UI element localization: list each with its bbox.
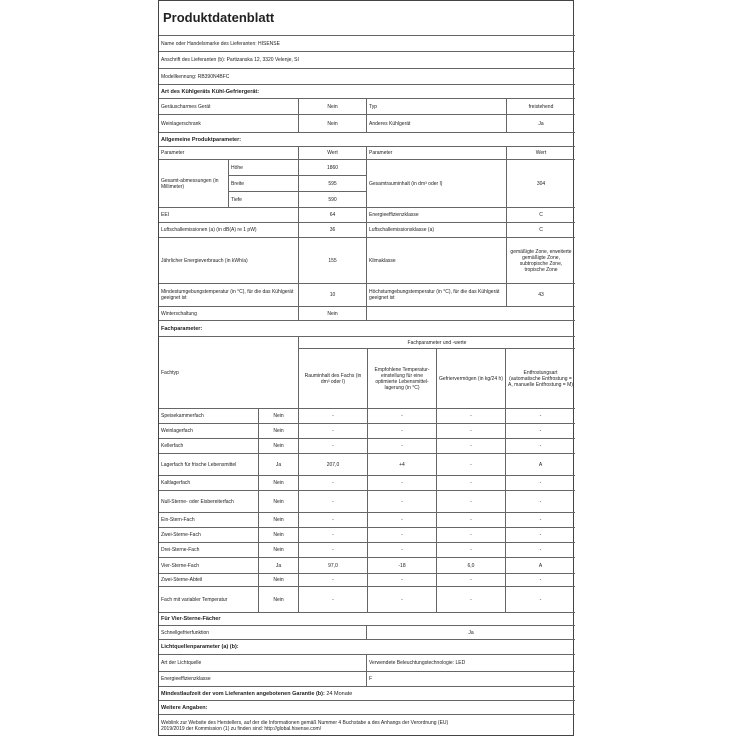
additional-text-row (159, 715, 575, 736)
compartment-present: Nein (259, 424, 299, 438)
light-class-row (159, 672, 575, 687)
compartment-defrost: A (538, 461, 543, 468)
consumption-label: Jährlicher Energieverbrauch (in kWh/a) (159, 238, 299, 283)
height-label: Höhe (229, 160, 299, 176)
energy-class-value: C (539, 212, 543, 218)
light-type-row (159, 655, 575, 672)
compartment-volume: - (299, 543, 368, 557)
page-title: Produktdatenblatt (163, 10, 275, 25)
compartment-temp: - (368, 587, 437, 612)
compartment-freeze: - (437, 574, 506, 586)
compartments-header-row (159, 337, 575, 409)
compartment-freeze: - (437, 454, 506, 475)
wine-label: Weinlagerschrank (159, 115, 299, 132)
warranty-row (159, 687, 575, 701)
compartment-volume: 207,0 (299, 454, 368, 475)
wine-row (159, 115, 575, 133)
compartment-row (159, 491, 575, 513)
light-heading: Lichtquellenparameter (a) (b): (161, 644, 239, 650)
compartment-present: Nein (259, 587, 299, 612)
compartment-row (159, 558, 575, 574)
compartments-heading-row (159, 321, 575, 337)
compartment-defrost: - (539, 413, 542, 419)
fast-freeze-value: Ja (468, 629, 474, 636)
winter-row (159, 307, 575, 321)
compartment-group-header: Fachparameter und -werte (299, 337, 575, 349)
dimensions-block (159, 160, 575, 208)
dimensions-subgrid (229, 160, 367, 208)
compartment-volume: - (299, 439, 368, 453)
compartment-temp: +4 (368, 454, 437, 475)
compartment-present: Nein (259, 543, 299, 557)
compartment-row (159, 454, 575, 476)
compartment-defrost: - (539, 517, 542, 523)
compartment-present: Nein (259, 491, 299, 512)
compartment-present: Nein (259, 513, 299, 527)
compartment-present: Ja (259, 454, 299, 475)
additional-heading-row (159, 701, 575, 715)
fast-freeze-label: Schnellgefrierfunktion (159, 626, 367, 639)
dimensions-label: Gesamt-abmessungen (in Millimeter) (159, 160, 229, 207)
compartment-temp: - (368, 574, 437, 586)
compartment-defrost: - (539, 547, 542, 553)
col-volume-header: Rauminhalt des Fachs (in dm³ oder l) (299, 349, 368, 409)
wine-value: Nein (299, 115, 367, 132)
compartment-defrost: - (539, 532, 542, 538)
compartment-freeze: - (437, 491, 506, 512)
max-temp-value: 43 (538, 292, 544, 298)
compartment-temp: - (368, 409, 437, 423)
supplier-name-row (159, 36, 575, 52)
low-noise-row (159, 99, 575, 115)
compartment-columns-header (299, 337, 575, 409)
climate-value: gemäßigte Zone, erweiterte gemäßigte Zone, subtropische Zone, tropische Zone (510, 248, 572, 273)
compartment-freeze: - (437, 439, 506, 453)
compartment-name: Zwei-Sterne-Fach (159, 528, 259, 542)
general-heading: Allgemeine Produktparameter: (161, 136, 242, 143)
compartment-present: Nein (259, 476, 299, 490)
consumption-value: 155 (299, 238, 367, 283)
col-freeze-header: Gefriervermögen (in kg/24 h) (437, 349, 506, 409)
compartment-freeze: - (437, 513, 506, 527)
compartment-row (159, 476, 575, 491)
compartment-present: Nein (259, 528, 299, 542)
light-heading-row (159, 640, 575, 655)
compartment-volume: - (299, 424, 368, 438)
four-star-heading-row (159, 613, 575, 626)
compartment-freeze: - (437, 543, 506, 557)
light-class-label: Energieeffizienzklasse (159, 672, 367, 686)
compartment-present: Nein (259, 439, 299, 453)
compartment-name: Null-Sterne- oder Eisbereiterfach (159, 491, 259, 512)
compartment-volume: - (299, 409, 368, 423)
compartment-name: Ein-Stern-Fach (159, 513, 259, 527)
additional-text-line2: 2019/2019 der Kommission (1) zu finden sind: http://global.hisense.com/ (161, 725, 322, 732)
general-heading-row (159, 133, 575, 147)
warranty-label: Mindestlaufzeit der vom Lieferanten angebotenen Garantie (b): (161, 690, 325, 697)
model-value: RB390N4BFC (197, 73, 230, 80)
param-header-2: Parameter (367, 147, 507, 159)
device-type-heading-row (159, 85, 575, 99)
noise-value: 36 (299, 223, 367, 237)
warranty-value: 24 Monate (326, 690, 353, 697)
compartment-defrost: - (539, 596, 542, 603)
col-temp-header: Empfohlene Temperatur-einstellung für eine optimierte Lebensmittel-lagerung (in °C) (368, 349, 437, 409)
compartment-freeze: - (437, 409, 506, 423)
compartment-freeze: - (437, 528, 506, 542)
low-noise-label: Geräuscharmes Gerät (159, 99, 299, 114)
compartments-heading: Fachparameter: (161, 325, 203, 332)
light-class-value: F (369, 676, 373, 682)
compartment-freeze: - (437, 476, 506, 490)
model-label: Modellkennung: (161, 73, 197, 80)
additional-heading: Weitere Angaben: (161, 704, 208, 711)
general-header-row (159, 147, 575, 160)
supplier-name-label: Name oder Handelsmarke des Lieferanten: (161, 40, 257, 47)
compartment-defrost: A (538, 562, 543, 569)
eei-label: EEI (159, 208, 299, 222)
compartment-row (159, 587, 575, 613)
other-appliance-value: Ja (538, 120, 544, 127)
compartment-row (159, 574, 575, 587)
compartment-temp: - (368, 528, 437, 542)
value-header-2: Wert (535, 150, 547, 156)
value-header: Wert (299, 147, 367, 159)
low-noise-value: Nein (299, 99, 367, 114)
compartment-defrost: - (539, 498, 542, 505)
compartment-volume: 97,0 (299, 558, 368, 573)
compartment-name: Fach mit variabler Temperatur (159, 587, 259, 612)
ambient-temp-row (159, 284, 575, 307)
max-temp-label: Höchstumgebungstemperatur (in °C), für die das Kühlgerät geeignet ist (367, 284, 507, 306)
model-row (159, 69, 575, 85)
compartment-name: Lagerfach für frische Lebensmittel (159, 454, 259, 475)
product-data-sheet (158, 0, 574, 736)
consumption-row (159, 238, 575, 284)
climate-label: Klimaklasse (367, 238, 507, 283)
compartment-volume: - (299, 476, 368, 490)
compartment-volume: - (299, 491, 368, 512)
supplier-address-value: Partizanska 12, 3320 Velenje, SI (226, 57, 299, 63)
depth-value: 590 (328, 197, 337, 203)
supplier-address-row (159, 52, 575, 69)
design-label: Typ (367, 99, 507, 114)
compartment-defrost: - (539, 577, 542, 583)
supplier-name-value: HISENSE (258, 40, 280, 47)
compartment-present: Ja (259, 558, 299, 573)
compartment-temp: -18 (368, 558, 437, 573)
light-type-label: Art der Lichtquelle (159, 655, 367, 671)
height-value: 1860 (299, 160, 366, 176)
compartment-defrost: - (539, 443, 542, 449)
compartment-freeze: - (437, 424, 506, 438)
compartment-freeze: 6,0 (437, 558, 506, 573)
volume-value: 304 (536, 180, 546, 187)
winter-value: Nein (299, 307, 367, 320)
title-row (159, 1, 575, 36)
compartment-row (159, 409, 575, 424)
compartment-freeze: - (437, 587, 506, 612)
compartment-defrost: - (539, 428, 542, 434)
compartment-defrost: - (539, 480, 542, 486)
width-label: Breite (229, 176, 299, 192)
width-value: 595 (299, 176, 366, 192)
eei-row (159, 208, 575, 223)
fast-freeze-row (159, 626, 575, 640)
winter-label: Winterschaltung (159, 307, 299, 320)
compartment-row (159, 424, 575, 439)
compartment-volume: - (299, 574, 368, 586)
noise-label: Luftschallemissionen (a) (in dB(A) re 1 pW) (159, 223, 299, 237)
compartment-type-header: Fachtyp (159, 337, 299, 408)
compartment-name: Kellerfach (159, 439, 259, 453)
noise-row (159, 223, 575, 238)
compartment-temp: - (368, 439, 437, 453)
compartment-name: Drei-Sterne-Fach (159, 543, 259, 557)
compartment-present: Nein (259, 409, 299, 423)
design-value: freistehend (528, 103, 554, 110)
compartment-name: Vier-Sterne-Fach (159, 558, 259, 573)
compartment-volume: - (299, 587, 368, 612)
noise-class-label: Luftschallemissionsklasse (a) (367, 223, 507, 237)
four-star-heading: Für Vier-Sterne-Fächer (161, 616, 221, 622)
min-temp-value: 10 (299, 284, 367, 306)
compartment-name: Kaltlagerfach (159, 476, 259, 490)
device-type-heading: Art des Kühlgeräts Kühl-Gefriergerät: (161, 88, 260, 95)
depth-label: Tiefe (229, 192, 299, 208)
min-temp-label: Mindestumgebungstemperatur (in °C), für die das Kühlgerät geeignet ist (159, 284, 299, 306)
compartment-temp: - (368, 476, 437, 490)
additional-text-line1: Weblink zur Website des Herstellers, auf der die Informationen gemäß Nummer 4 Buchstabe a des Anhangs der Verordnung (EU) (161, 719, 449, 726)
compartment-row (159, 528, 575, 543)
compartment-temp: - (368, 513, 437, 527)
volume-label: Gesamtrauminhalt (in dm³ oder l) (367, 160, 507, 207)
supplier-address-label: Anschrift des Lieferanten (b): (161, 57, 226, 63)
compartment-row (159, 543, 575, 558)
compartment-volume: - (299, 513, 368, 527)
param-header: Parameter (159, 147, 299, 159)
energy-class-label: Energieeffizienzklasse (367, 208, 507, 222)
col-defrost-header: Entfrostungsart (automatische Entfrostung = A, manuelle Entfrostung = M) (508, 370, 573, 388)
other-appliance-label: Anderes Kühlgerät (367, 115, 507, 132)
compartment-row (159, 439, 575, 454)
compartment-name: Zwei-Sterne-Abteil (159, 574, 259, 586)
compartment-temp: - (368, 491, 437, 512)
compartment-temp: - (368, 543, 437, 557)
compartment-row (159, 513, 575, 528)
compartment-volume: - (299, 528, 368, 542)
eei-value: 64 (299, 208, 367, 222)
light-type-value: Verwendete Beleuchtungstechnologie: LED (369, 660, 466, 666)
compartment-name: Weinlagerfach (159, 424, 259, 438)
compartment-temp: - (368, 424, 437, 438)
noise-class-value: C (539, 227, 543, 233)
compartment-present: Nein (259, 574, 299, 586)
compartment-name: Speisekammerfach (159, 409, 259, 423)
